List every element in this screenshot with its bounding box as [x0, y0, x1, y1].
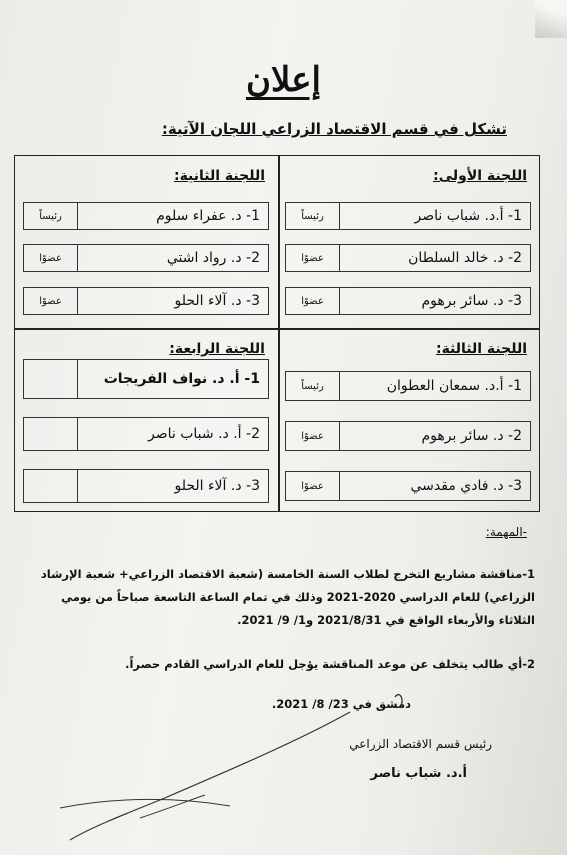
member-role: رئيساً — [286, 203, 340, 229]
mission-heading: -المهمة: — [485, 525, 527, 539]
member-name: 1- أ. د. نواف الفريجات — [103, 371, 260, 387]
document-date: دمشق في 23/ 8/ 2021. — [271, 697, 411, 711]
member-name: 2- د. رواد اشتي — [166, 250, 260, 266]
signature-name: أ.د. شباب ناصر — [370, 766, 467, 781]
member-role: عضوًا — [24, 245, 78, 271]
member-role: رئيساً — [24, 203, 78, 229]
member-name: 3- د. سائر برهوم — [421, 293, 522, 309]
committee-title: اللجنة الأولى: — [433, 168, 527, 184]
member-name: 1- أ.د. سمعان العطوان — [386, 378, 522, 394]
member-role: عضوًا — [286, 288, 340, 314]
member-name: 2- د. خالد السلطان — [408, 250, 522, 266]
committee-title: اللجنة الثانية: — [173, 168, 265, 184]
task-item-2: 2-أي طالب يتخلف عن موعد المناقشة يؤجل للعام الدراسي القادم حصراً. — [125, 657, 535, 671]
member-name: 1- د. عفراء سلوم — [156, 208, 260, 224]
member-name: 2- أ. د. شباب ناصر — [148, 426, 260, 442]
member-role: عضوًا — [24, 288, 78, 314]
member-name: 1- أ.د. شباب ناصر — [414, 208, 522, 224]
member-name: 3- د. آلاء الحلو — [174, 478, 260, 494]
task-item-1: 1-مناقشة مشاريع التخرج لطلاب السنة الخامسة (شعبة الاقتصاد الزراعي+ شعبة الإرشاد الزراعي) للعام الدراسي 2020-2021 وذلك في تمام الساعة التاسعة صباحاً من يومي الثلاثاء والأربعاء الواقع في 2021/8/31 و1/ 9/ 2021. — [40, 567, 535, 627]
document-title: إعلان — [246, 60, 321, 100]
member-role: عضوًا — [286, 422, 340, 450]
committee-title: اللجنة الرابعة: — [169, 341, 265, 357]
member-name: 2- د. سائر برهوم — [421, 428, 522, 444]
intro-line: تشكل في قسم الاقتصاد الزراعي اللجان الآتية: — [161, 120, 507, 138]
member-name: 3- د. فادي مقدسي — [410, 478, 522, 494]
member-role: عضوًا — [286, 472, 340, 500]
signature-title: رئيس قسم الاقتصاد الزراعي — [349, 737, 492, 751]
committee-title: اللجنة الثالثة: — [435, 341, 527, 357]
member-role: رئيساً — [286, 372, 340, 400]
member-name: 3- د. آلاء الحلو — [174, 293, 260, 309]
member-role: عضوًا — [286, 245, 340, 271]
